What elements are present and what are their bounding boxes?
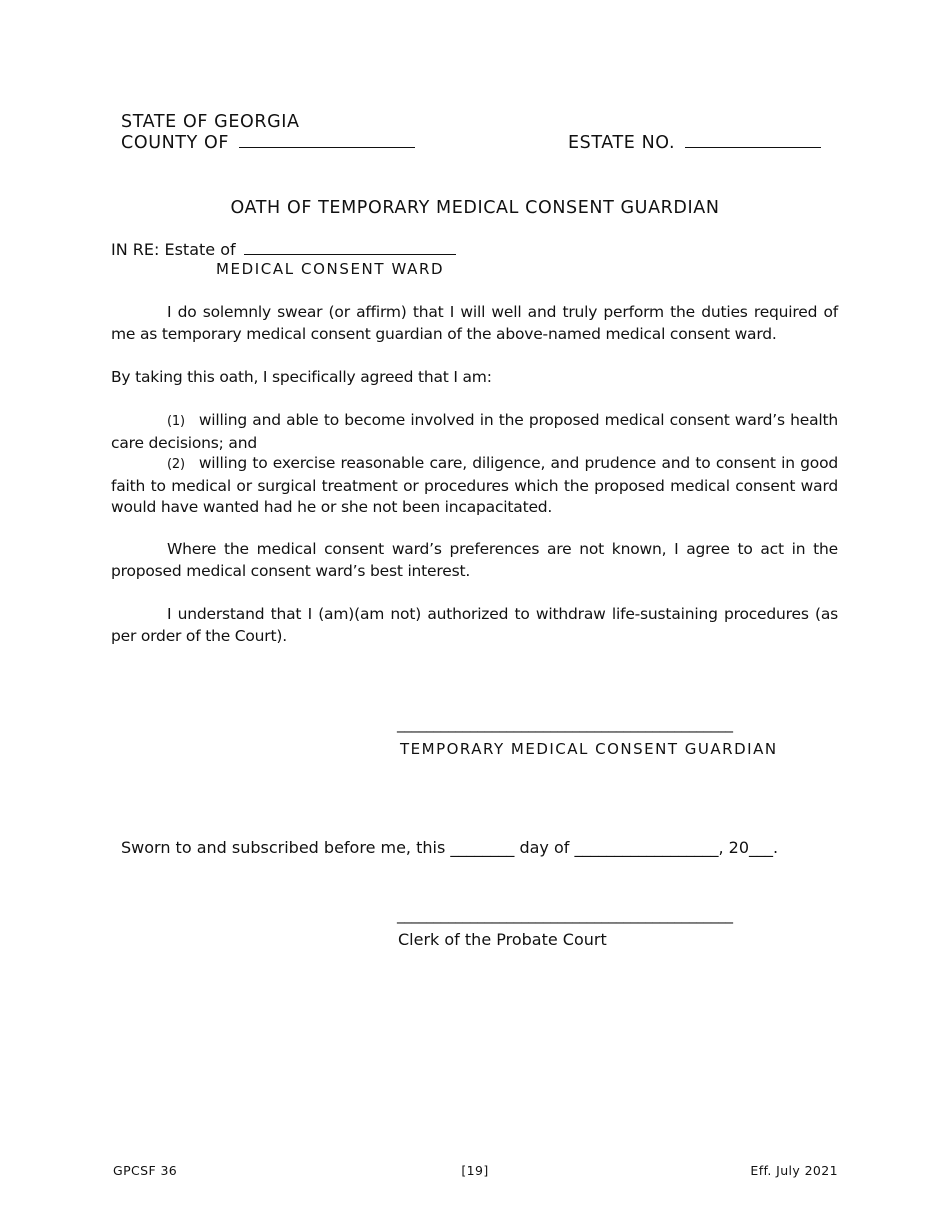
ward-caption: MEDICAL CONSENT WARD [216,260,445,278]
form-id: GPCSF 36 [113,1163,178,1178]
county-row [121,133,415,153]
guardian-signature-label: TEMPORARY MEDICAL CONSENT GUARDIAN [400,740,778,758]
list-text-1: willing and able to become involved in the proposed medical consent ward’s health care decisions; and [111,411,838,452]
in-re-label: IN RE: Estate of [111,240,236,259]
document-title: OATH OF TEMPORARY MEDICAL CONSENT GUARDIAN [230,198,720,218]
preferences-paragraph: Where the medical consent ward’s preferences are not known, I agree to act in the proposed medical consent ward’s best interest. [111,540,838,580]
estate-number-field[interactable] [685,147,821,148]
estate-of-field[interactable] [244,254,456,255]
estate-row [568,133,821,153]
list-number-1: (1) [167,414,185,429]
clerk-signature-label: Clerk of the Probate Court [398,930,607,949]
state-label: STATE OF GEORGIA [121,112,300,132]
list-item-1 [111,410,838,454]
page-number: [19] [461,1163,489,1178]
intro-paragraph: By taking this oath, I specifically agreed that I am: [111,368,492,386]
in-re-row [111,240,456,259]
list-text-2: willing to exercise reasonable care, diligence, and prudence and to consent in good faith to medical or surgical treatment or procedures which the proposed medical consent ward would have wanted had he or she not been incapacitated. [111,454,838,516]
estate-label: ESTATE NO. [568,133,676,153]
list-item-2 [111,453,838,519]
list-number-2: (2) [167,457,185,472]
effective-date: Eff. July 2021 [750,1163,838,1178]
county-label: COUNTY OF [121,133,230,153]
guardian-signature-line[interactable]: ______________________________________________ [397,715,733,733]
clerk-signature-line[interactable]: ______________________________________________ [397,906,733,924]
county-field[interactable] [239,147,415,148]
withdraw-paragraph: I understand that I (am)(am not) authorized to withdraw life-sustaining procedures (as per order of the Court). [111,605,838,645]
sworn-statement: Sworn to and subscribed before me, this ________ day of __________________, 20___. [121,838,779,857]
oath-paragraph: I do solemnly swear (or affirm) that I will well and truly perform the duties required of me as temporary medical consent guardian of the above-named medical consent ward. [111,303,838,343]
